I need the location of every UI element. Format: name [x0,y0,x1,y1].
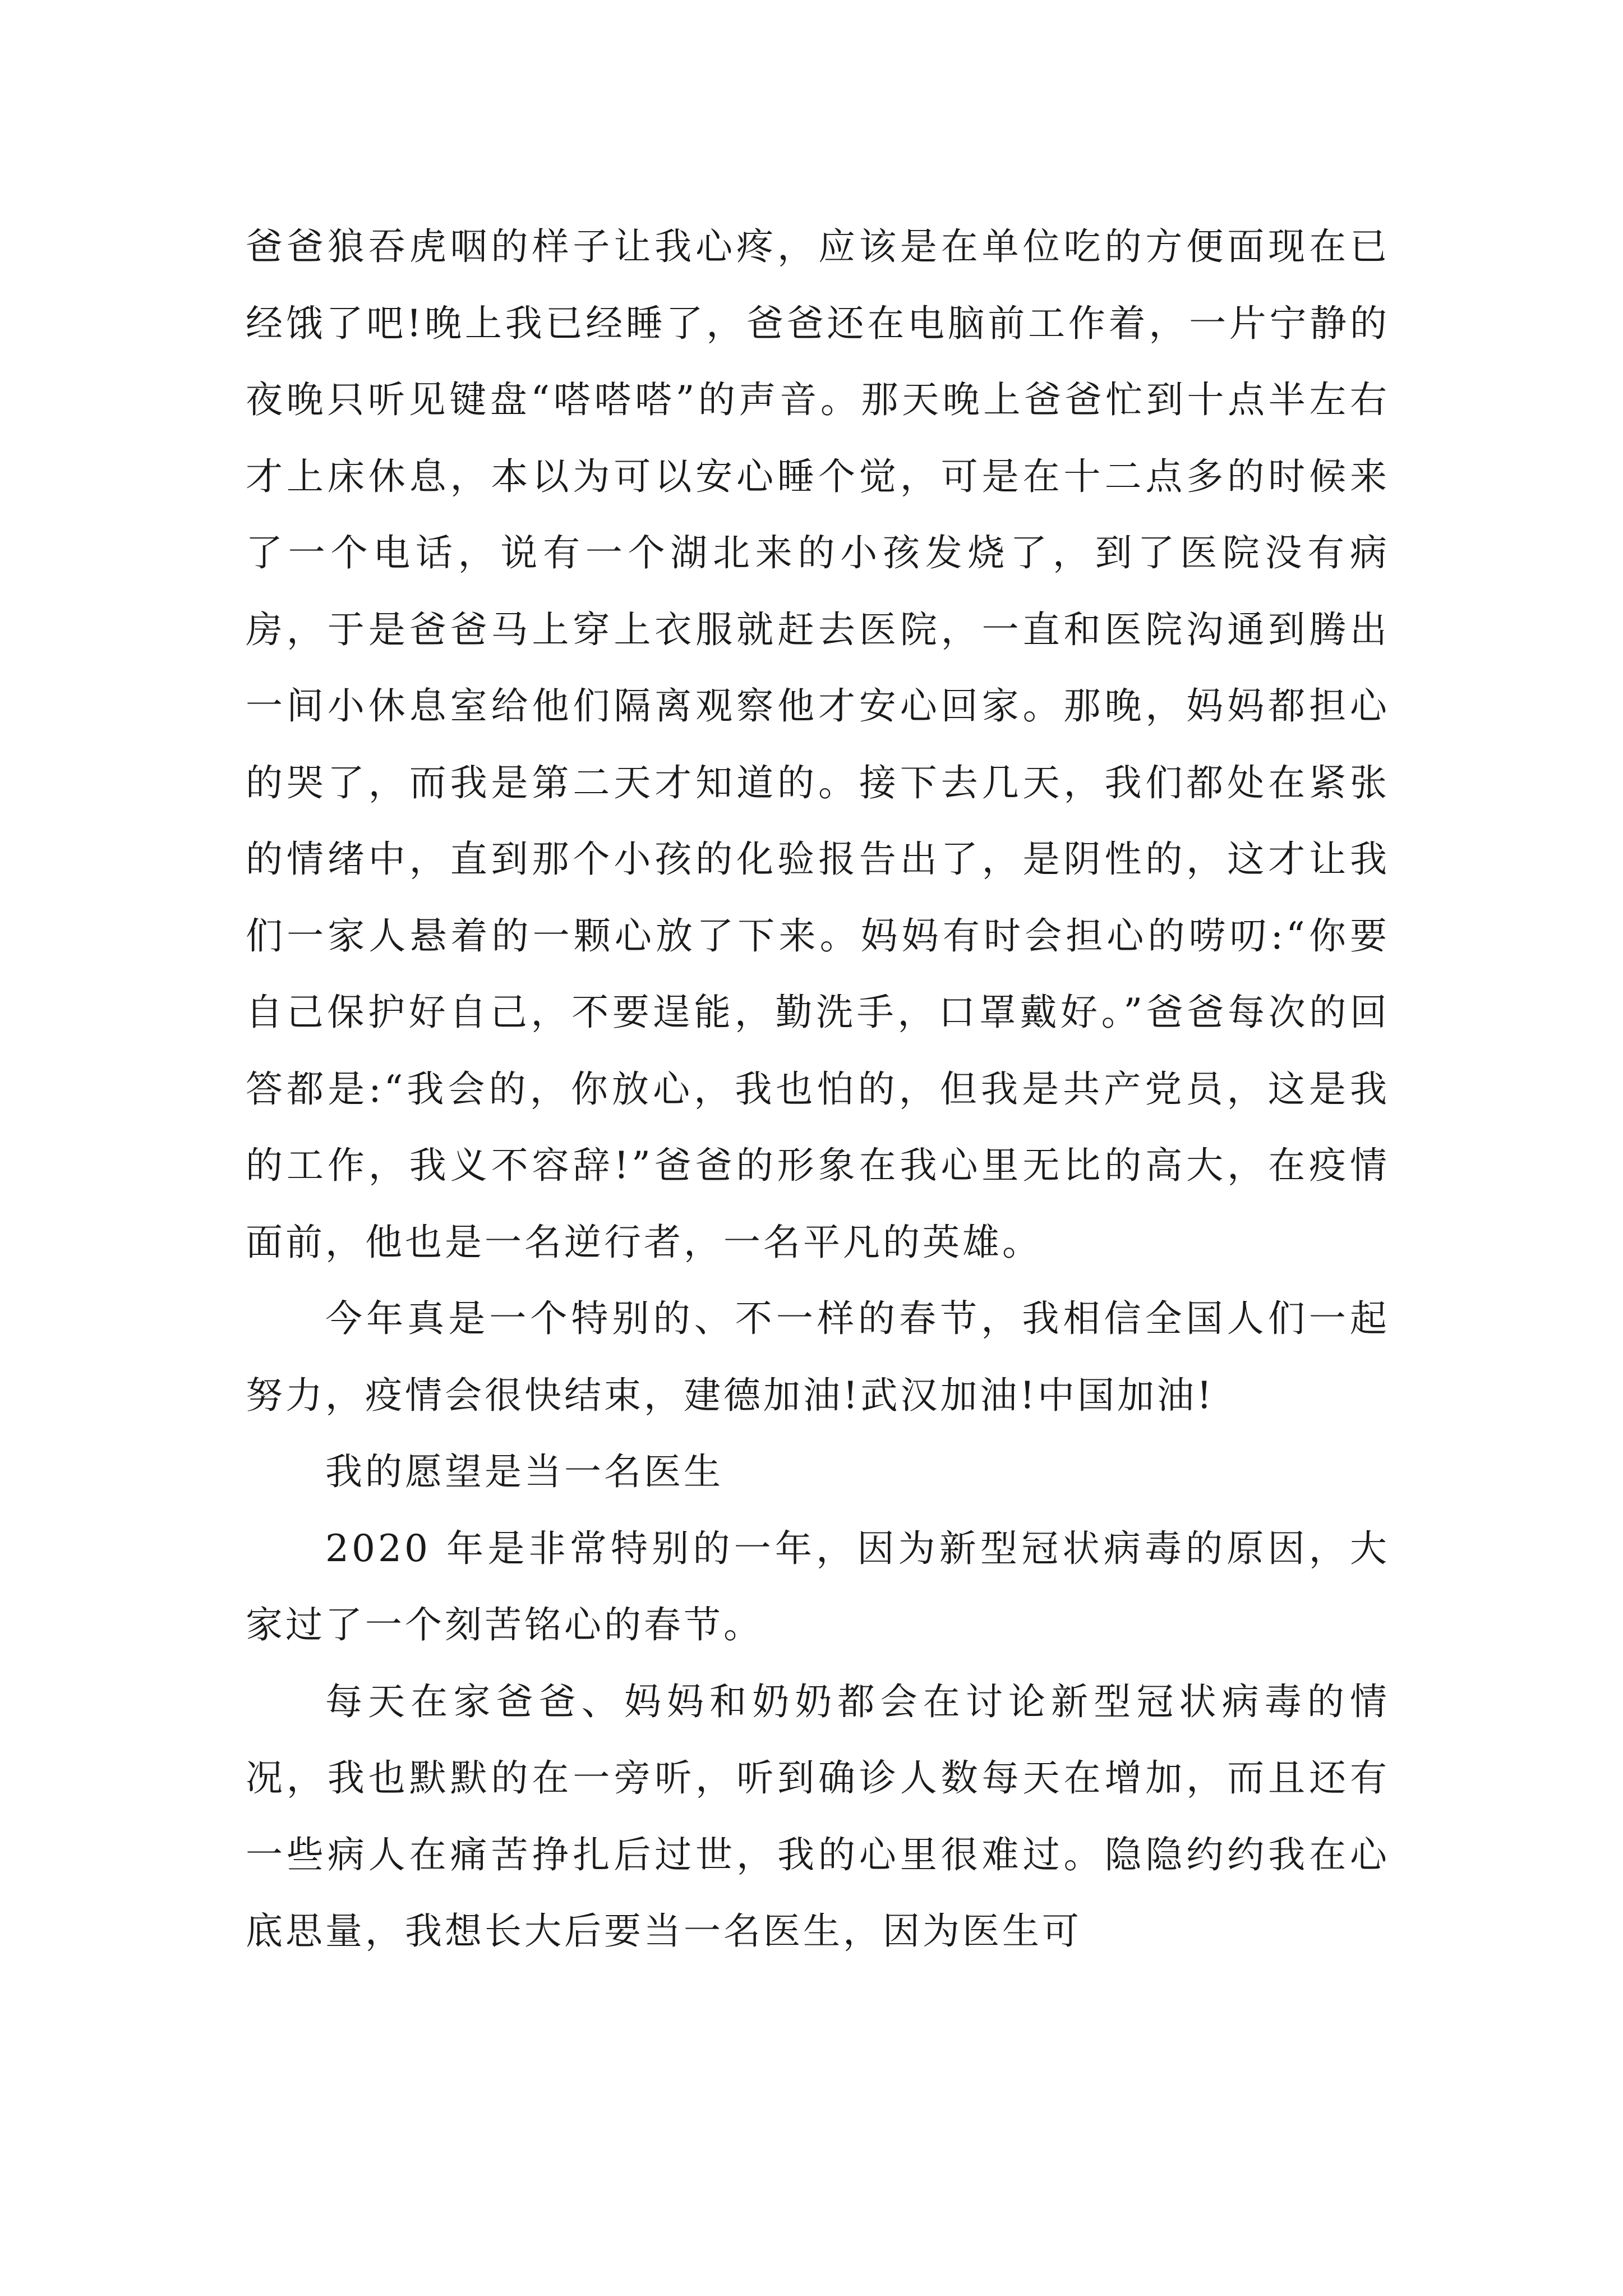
document-body [246,209,1390,1970]
paragraph-father-night-work: 爸爸狼吞虎咽的样子让我心疼，应该是在单位吃的方便面现在已经饿了吧!晚上我已经睡了，爸爸还在电脑前工作着，一片宁静的夜晚只听见键盘“嗒嗒嗒”的声音。那天晚上爸爸忙到十点半左右才上床休息，本以为可以安心睡个觉，可是在十二点多的时候来了一个电话，说有一个湖北来的小孩发烧了，到了医院没有病房，于是爸爸马上穿上衣服就赶去医院，一直和医院沟通到腾出一间小休息室给他们隔离观察他才安心回家。那晚，妈妈都担心的哭了，而我是第二天才知道的。接下去几天，我们都处在紧张的情绪中，直到那个小孩的化验报告出了，是阴性的，这才让我们一家人悬着的一颗心放了下来。妈妈有时会担心的唠叨:“你要自己保护好自己，不要逞能，勤洗手，口罩戴好。”爸爸每次的回答都是:“我会的，你放心，我也怕的，但我是共产党员，这是我的工作，我义不容辞!”爸爸的形象在我心里无比的高大，在疫情面前，他也是一名逆行者，一名平凡的英雄。 [246,225,1390,1264]
paragraph-spring-festival-wish: 今年真是一个特别的、不一样的春节，我相信全国人们一起努力，疫情会很快结束，建德加油!武汉加油!中国加油! [246,1297,1390,1417]
paragraph-2020-intro: 2020 年是非常特别的一年，因为新型冠状病毒的原因，大家过了一个刻苦铭心的春节。 [246,1526,1390,1646]
paragraph-daily-discussion: 每天在家爸爸、妈妈和奶奶都会在讨论新型冠状病毒的情况，我也默默的在一旁听，听到确诊人数每天在增加，而且还有一些病人在痛苦挣扎后过世，我的心里很难过。隐隐约约我在心底思量，我想长大后要当一名医生，因为医生可 [246,1680,1390,1953]
essay-title: 我的愿望是当一名医生 [325,1450,723,1493]
